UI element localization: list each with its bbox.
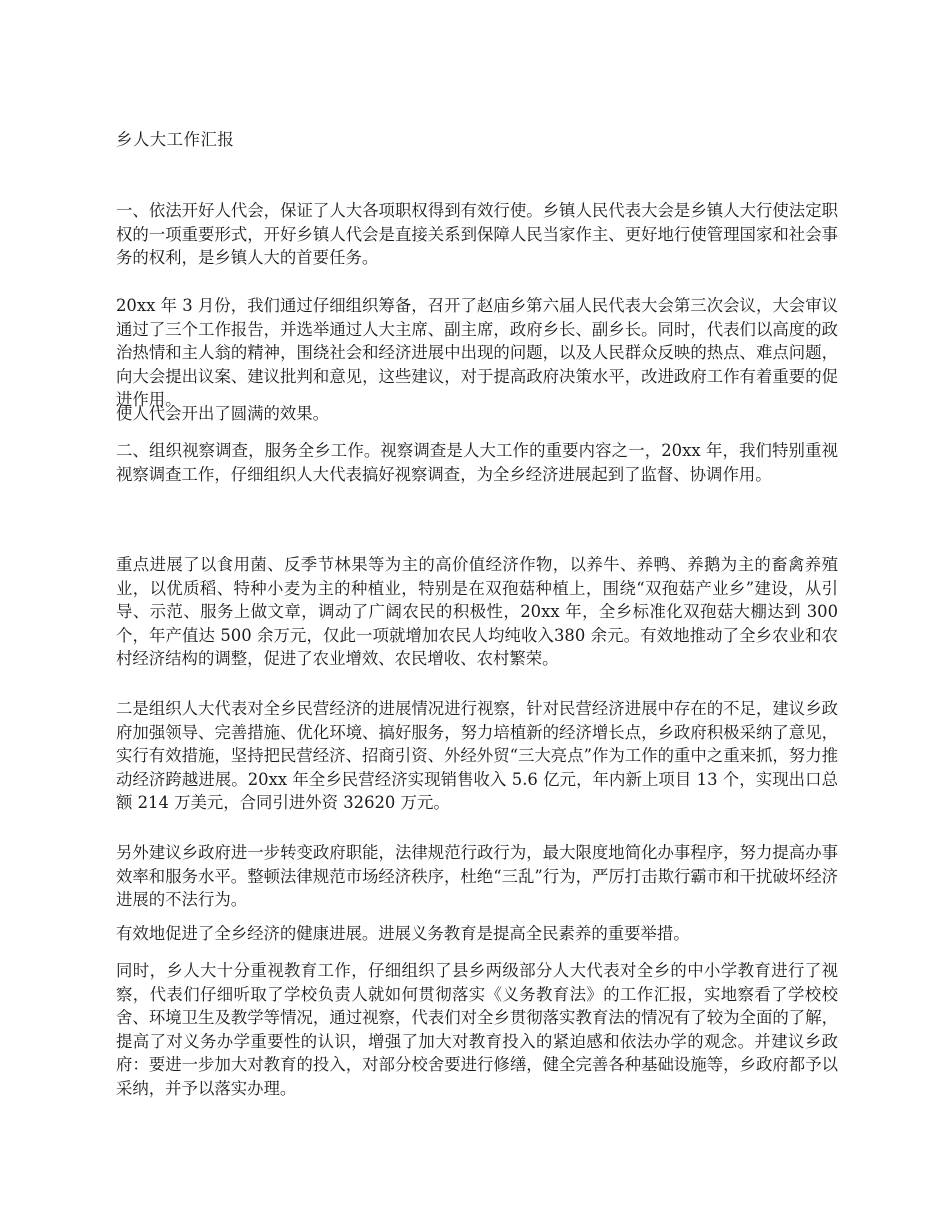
paragraph-5: 重点进展了以食用菌、反季节林果等为主的高价值经济作物，以养牛、养鸭、养鹅为主的畜禽养殖业，以优质稻、特种小麦为主的种植业，特别是在双孢菇种植上，围绕“双孢菇产业乡”建设，从引导、示范、服务上做文章，调动了广阔农民的积极性，20xx 年，全乡标准化双孢菇大棚达到 300 个，年产值达 500 余万元，仅此一项就增加农民人均纯收入380 余元。有效地推动了全乡农业和农村经济结构的调整，促进了农业增效、农民增收、农村繁荣。 (116, 555, 838, 669)
document-title: 乡人大工作汇报 (116, 130, 235, 149)
paragraph-2: 20xx 年 3 月份，我们通过仔细组织筹备，召开了赵庙乡第六届人民代表大会第三次会议，大会审议通过了三个工作报告，并选举通过人大主席、副主席，政府乡长、副乡长。同时，代表们以高度的政治热情和主人翁的精神，围绕社会和经济进展中出现的问题，以及人民群众反映的热点、难点问题，向大会提出议案、建议批判和意见，这些建议，对于提高政府决策水平，改进政府工作有着重要的促进作用。 (116, 296, 838, 410)
paragraph-8: 有效地促进了全乡经济的健康进展。进展义务教育是提高全民素养的重要举措。 (116, 924, 690, 943)
paragraph-1: 一、依法开好人代会，保证了人大各项职权得到有效行使。乡镇人民代表大会是乡镇人大行使法定职权的一项重要形式，开好乡镇人代会是直接关系到保障人民当家作主、更好地行使管理国家和社会事务的权利，是乡镇人大的首要任务。 (116, 201, 838, 268)
paragraph-4: 二、组织视察调查，服务全乡工作。视察调查是人大工作的重要内容之一，20xx 年，我们特别重视视察调查工作，仔细组织人大代表搞好视察调查，为全乡经济进展起到了监督、协调作用。 (116, 441, 838, 484)
paragraph-9: 同时，乡人大十分重视教育工作，仔细组织了县乡两级部分人大代表对全乡的中小学教育进行了视察，代表们仔细听取了学校负责人就如何贯彻落实《义务教育法》的工作汇报，实地察看了学校校舍、环境卫生及教学等情况，通过视察，代表们对全乡贯彻落实教育法的情况有了较为全面的了解，提高了对义务办学重要性的认识，增强了加大对教育投入的紧迫感和依法办学的观念。并建议乡政府：要进一步加大对教育的投入，对部分校舍要进行修缮，健全完善各种基础设施等，乡政府都予以采纳，并予以落实办理。 (116, 961, 838, 1098)
paragraph-3: 使人代会开出了圆满的效果。 (116, 404, 330, 423)
paragraph-7: 另外建议乡政府进一步转变政府职能，法律规范行政行为，最大限度地简化办事程序，努力提高办事效率和服务水平。整顿法律规范市场经济秩序，杜绝“三乱”行为，严厉打击欺行霸市和干扰破坏经济进展的不法行为。 (116, 843, 838, 910)
paragraph-6: 二是组织人大代表对全乡民营经济的进展情况进行视察，针对民营经济进展中存在的不足，建议乡政府加强领导、完善措施、优化环境、搞好服务，努力培植新的经济增长点，乡政府积极采纳了意见，实行有效措施，坚持把民营经济、招商引资、外经外贸“三大亮点”作为工作的重中之重来抓，努力推动经济跨越进展。20xx 年全乡民营经济实现销售收入 5.6 亿元，年内新上项目 13 个，实现出口总额 214 万美元，合同引进外资 32620 万元。 (116, 699, 838, 813)
